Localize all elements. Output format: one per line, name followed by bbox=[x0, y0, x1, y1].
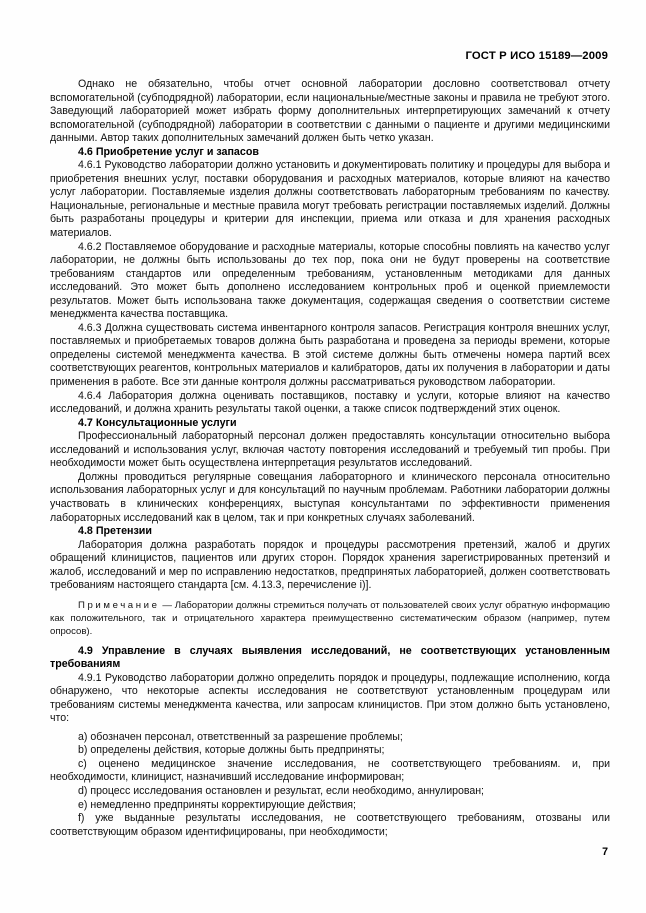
heading-4-9: 4.9 Управление в случаях выявления исследований, не соответствующих установленным требованиям bbox=[50, 644, 610, 671]
list-item: d) процесс исследования остановлен и результат, если необходимо, аннулирован; bbox=[78, 785, 484, 798]
paragraph-4-6-2: 4.6.2 Поставляемое оборудование и расходные материалы, которые способны повлиять на качество услуг лаборатории, не должны быть использованы до тех пор, пока они не будут проверены на соответствие требованиям стандартов или определенным требованиям, установленным методиками для данных исследований. Это может быть дополнено исследованием контрольных проб и оценкой приемлемости результатов. Может быть использована также документация, содержащая сведения о соответствии системе менеджмента качества поставщика. bbox=[50, 240, 610, 321]
paragraph-4-6-1: 4.6.1 Руководство лаборатории должно установить и документировать политику и процедуры для выбора и приобретения внешних услуг, поставки оборудования и расходных материалов, которые влияют на качество услуг лаборатории. Поставляемые изделия должны соответствовать лабораторным требованиям по качеству. Национальные, региональные и местные правила могут требовать регистрации поставляемых изделий. Должны быть разработаны процедуры и критерии для инспекции, приема или отказа и для хранения расходных материалов. bbox=[50, 159, 610, 240]
paragraph-4-7-2: Должны проводиться регулярные совещания лабораторного и клинического персонала относительно использования лабораторных услуг и для консультаций по научным проблемам. Работники лаборатории должны участвовать в клинических конференциях, выступая консультантами по эффективности применения лабораторных исследований как в целом, так и при конкретных случаях заболеваний. bbox=[50, 470, 610, 524]
note-dash: — bbox=[159, 599, 175, 611]
paragraph-4-6-3: 4.6.3 Должна существовать система инвентарного контроля запасов. Регистрация контроля внешних услуг, поставляемых и приобретаемых товаров должна быть разработана и проведена за периоды времени, которые определены системой менеджмента качества. В этой системе должны быть отмечены номера партий всех соответствующих реагентов, контрольных материалов и калибраторов, даты их получения в лаборатории и даты применения в работе. Все эти данные контроля должны рассматриваться руководством лаборатории. bbox=[50, 321, 610, 389]
paragraph-4-9-1: 4.9.1 Руководство лаборатории должно определить порядок и процедуры, подлежащие исполнению, когда обнаружено, что некоторые аспекты исследования не соответствуют установленным процедурам или требованиям системы менеджмента качества, или запросам клиницистов. При этом должно быть установлено, что: bbox=[50, 671, 610, 725]
note-block bbox=[50, 599, 610, 638]
list-item: f) уже выданные результаты исследования, не соответствующего требованиям, отозваны или соответствующим образом идентифицированы, при необходимости; bbox=[50, 812, 610, 838]
list-item: a) обозначен персонал, ответственный за разрешение проблемы; bbox=[78, 730, 403, 743]
list-item: c) оценено медицинское значение исследования, не соответствующего требованиям. и, при необходимости, клиницист, назначивший исследование информирован; bbox=[50, 757, 610, 784]
paragraph-4-6-4: 4.6.4 Лаборатория должна оценивать поставщиков, поставку и услуги, которые влияют на качество исследований, и должна хранить результаты такой оценки, а также список подтверждений этих оценок. bbox=[50, 389, 610, 416]
paragraph-4-7-1: Профессиональный лабораторный персонал должен предоставлять консультации относительно выбора исследований и использования услуг, включая частоту повторения исследований и требуемый тип пробы. При необходимости может быть осуществлена интерпретация результатов исследований. bbox=[50, 430, 610, 470]
list-item: e) немедленно предприняты корректирующие действия; bbox=[78, 798, 356, 811]
heading-4-7: 4.7 Консультационные услуги bbox=[78, 416, 237, 429]
heading-4-6: 4.6 Приобретение услуг и запасов bbox=[78, 145, 259, 158]
page-number: 7 bbox=[602, 846, 608, 858]
list-item: b) определены действия, которые должны быть предприняты; bbox=[78, 744, 385, 757]
paragraph-intro: Однако не обязательно, чтобы отчет основной лаборатории дословно соответствовал отчету вспомогательной (субподрядной) лаборатории, если национальные/местные законы и правила не требуют этого. Заведующий лабораторией может избрать форму дополнительных интерпретирующих замечаний к отчету вспомогательной (субподрядной) лаборатории в соответствии с данными о пациенте и другими медицинскими данными. Автор таких дополнительных замечаний должен быть четко указан. bbox=[50, 78, 610, 145]
note-text: Лаборатории должны стремиться получать от пользователей своих услуг обратную информацию как положительного, так и отрицательного характера преимущественно систематическим образом (например, путем опросов). bbox=[50, 599, 610, 637]
heading-4-8: 4.8 Претензии bbox=[78, 525, 152, 538]
page-header-standard-title: ГОСТ Р ИСО 15189—2009 bbox=[465, 50, 608, 62]
paragraph-4-8-1: Лаборатория должна разработать порядок и процедуры рассмотрения претензий, жалоб и других обращений клиницистов, пациентов или других сторон. Порядок хранения зарегистрированных претензий и жалоб, исследований и мер по исправлению недостатков, предпринятых лабораторией, должен соответствовать требованиям настоящего стандарта [см. 4.13.3, перечисление i)]. bbox=[50, 538, 610, 592]
document-body bbox=[50, 78, 610, 839]
note-label: Примечание bbox=[78, 599, 160, 611]
